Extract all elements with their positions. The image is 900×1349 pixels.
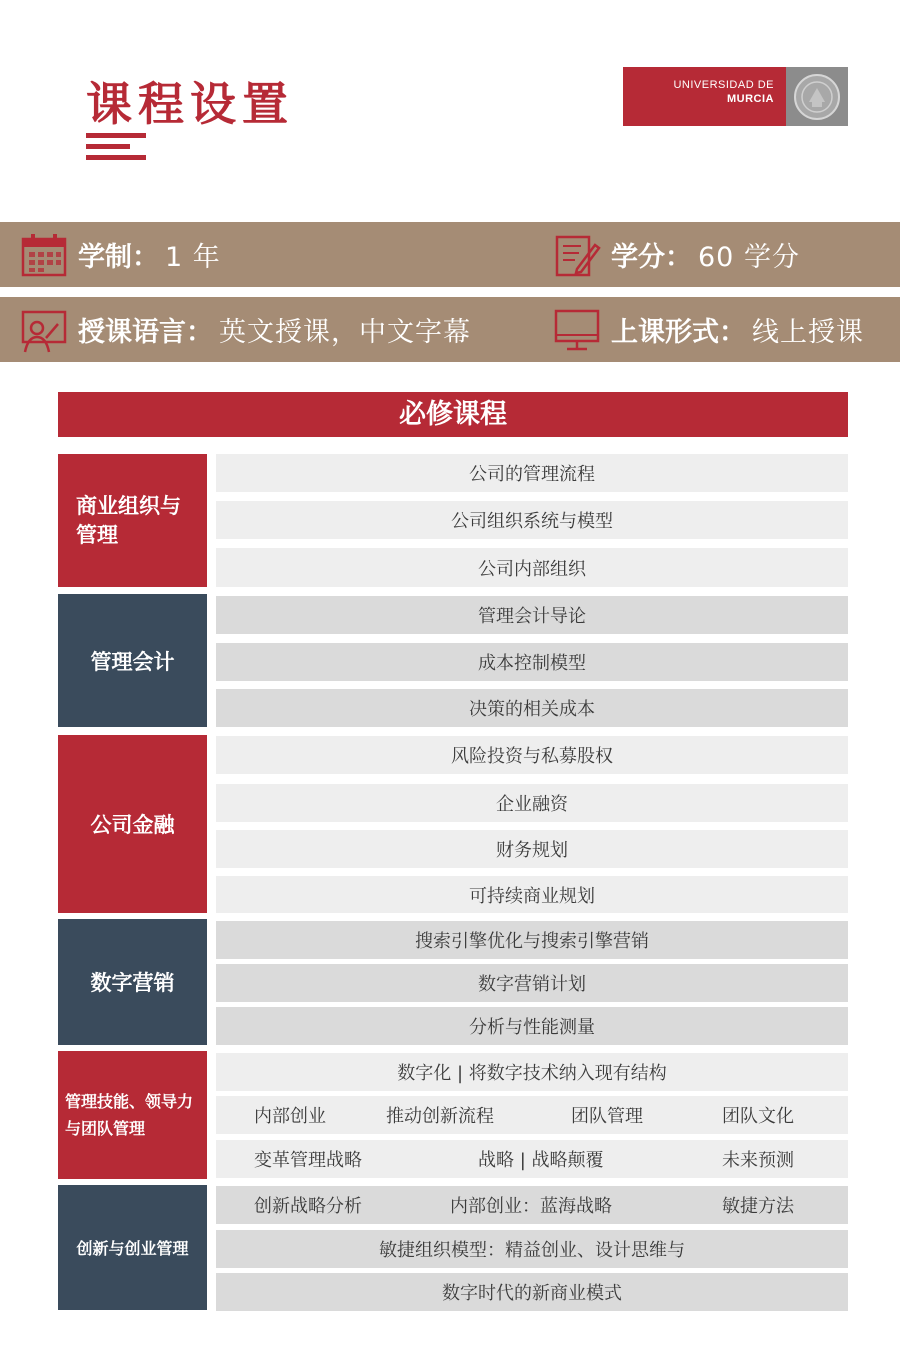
course-name: 内部创业：蓝海战略	[450, 1196, 612, 1217]
category-label-line2: 与团队管理	[65, 1119, 146, 1138]
course-row	[216, 689, 848, 727]
course-name: 公司组织系统与模型	[451, 511, 613, 532]
course-name: 团队管理	[571, 1106, 643, 1127]
course-name: 数字化 | 将数字技术纳入现有结构	[397, 1063, 667, 1084]
course-name: 数字时代的新商业模式	[442, 1283, 622, 1304]
course-row	[216, 784, 848, 822]
course-name: 数字营销计划	[478, 974, 586, 995]
required-courses-header: 必修课程	[58, 392, 848, 437]
category-digital-marketing	[58, 919, 207, 1045]
course-row	[216, 830, 848, 868]
person-presentation-icon	[20, 306, 68, 354]
course-row	[216, 548, 848, 587]
duration-info	[20, 222, 221, 287]
course-name: 团队文化	[722, 1106, 794, 1127]
info-band-duration-credits	[0, 222, 900, 287]
category-innovation-entrepreneurship	[58, 1185, 207, 1310]
monitor-icon	[553, 306, 601, 354]
course-name: 决策的相关成本	[469, 699, 595, 720]
course-row	[216, 921, 848, 959]
credits-info	[553, 222, 800, 287]
course-name: 未来预测	[722, 1150, 794, 1171]
course-row	[216, 596, 848, 634]
category-leadership-team-management	[58, 1051, 207, 1179]
category-corporate-finance	[58, 735, 207, 913]
category-management-accounting	[58, 594, 207, 727]
course-name: 公司内部组织	[478, 558, 586, 580]
language-label: 授课语言：	[78, 317, 213, 348]
course-name: 可持续商业规划	[469, 885, 595, 907]
category-label-line1: 商业组织与	[76, 493, 181, 518]
course-row	[216, 501, 848, 539]
credits-value: 60 学分	[698, 242, 800, 273]
category-label: 管理会计	[90, 649, 175, 674]
course-name: 分析与性能测量	[469, 1017, 595, 1038]
course-name: 成本控制模型	[478, 653, 586, 674]
course-name: 敏捷方法	[722, 1196, 794, 1217]
course-row	[216, 1230, 848, 1268]
university-logo	[623, 67, 848, 126]
format-info	[553, 297, 864, 362]
notepad-pen-icon	[553, 231, 601, 279]
category-label-line2: 管理	[76, 522, 118, 547]
course-name: 创新战略分析	[254, 1196, 362, 1217]
format-value: 线上授课	[752, 317, 864, 348]
seal-icon	[786, 67, 848, 126]
title-underline	[86, 133, 146, 166]
course-row	[216, 876, 848, 913]
calendar-icon	[20, 231, 68, 279]
course-name: 战略 | 战略颠覆	[478, 1150, 604, 1171]
language-value: 英文授课，中文字幕	[219, 317, 471, 348]
course-row	[216, 736, 848, 774]
page-title: 课程设置	[86, 77, 294, 131]
course-name: 风险投资与私募股权	[451, 746, 613, 767]
course-name: 敏捷组织模型：精益创业、设计思维与	[379, 1240, 685, 1261]
info-band-language-format	[0, 297, 900, 362]
course-row	[216, 1273, 848, 1311]
course-row	[216, 1053, 848, 1091]
format-label: 上课形式：	[611, 317, 746, 348]
course-row	[216, 964, 848, 1002]
course-row-multi	[216, 1140, 848, 1178]
category-business-organization	[58, 454, 207, 587]
duration-label: 学制：	[78, 242, 159, 273]
course-row	[216, 1007, 848, 1045]
logo-line2: MURCIA	[727, 93, 774, 105]
course-row-multi	[216, 1186, 848, 1224]
course-row	[216, 643, 848, 681]
course-name: 内部创业	[254, 1106, 326, 1127]
course-name: 搜索引擎优化与搜索引擎营销	[415, 931, 649, 952]
course-name: 公司的管理流程	[469, 464, 595, 485]
category-label: 数字营销	[90, 971, 175, 995]
category-label: 公司金融	[90, 813, 175, 837]
course-name: 财务规划	[496, 840, 568, 861]
course-name: 企业融资	[496, 794, 568, 815]
category-label: 创新与创业管理	[76, 1239, 189, 1258]
course-name: 管理会计导论	[478, 606, 586, 627]
course-row	[216, 454, 848, 492]
course-name: 变革管理战略	[254, 1150, 362, 1171]
language-info	[20, 297, 471, 362]
course-row-multi	[216, 1096, 848, 1134]
course-name: 推动创新流程	[386, 1106, 494, 1127]
logo-line1: UNIVERSIDAD DE	[673, 79, 774, 91]
duration-value: 1 年	[165, 242, 221, 273]
category-label-line1: 管理技能、领导力	[65, 1092, 194, 1111]
credits-label: 学分：	[611, 242, 692, 273]
